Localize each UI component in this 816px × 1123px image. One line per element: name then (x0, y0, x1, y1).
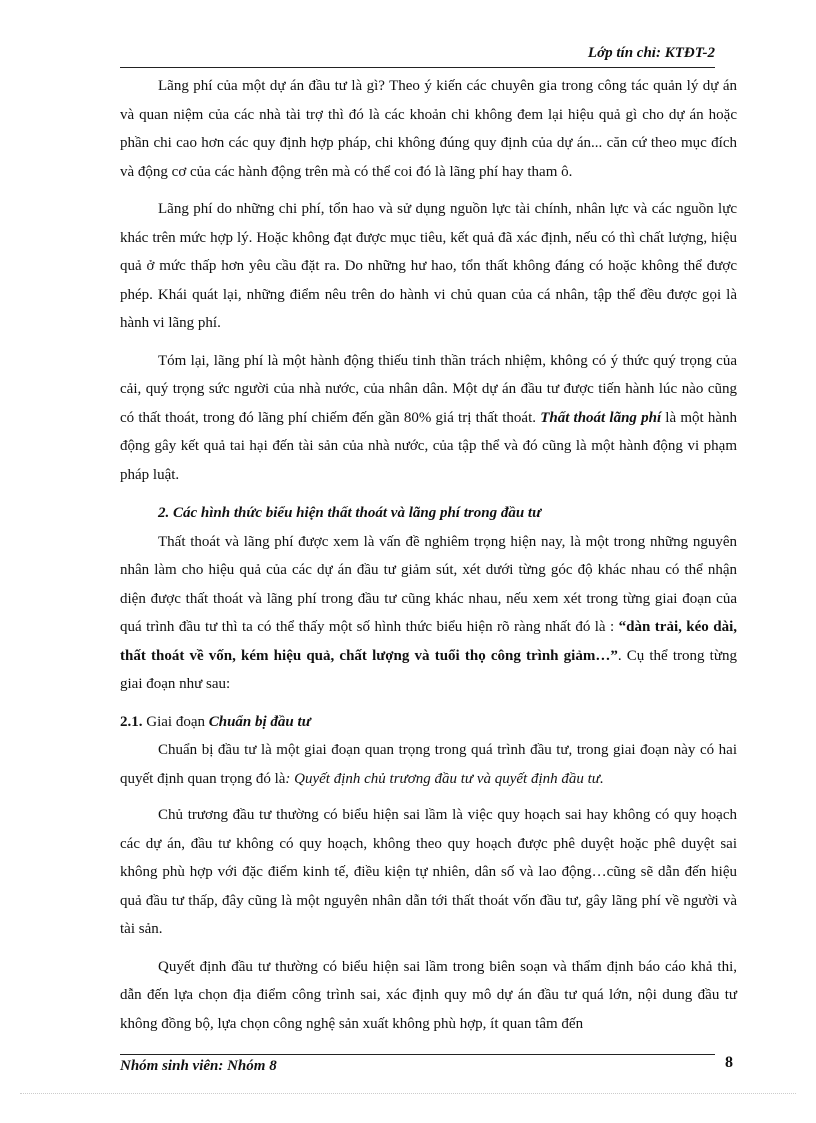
summary-text-a: Tóm lại, lãng phí là một hành động thiếu tinh thần trách nhiệm, không có ý thức quý trọng của cải, quý trọng sức người của nhà nước, của nhân dân. Một dự án đầu tư được tiến hành lúc nào cũng có thất thoát, trong đó lãng phí chiếm đến gần 80% giá trị thất thoát. (120, 352, 737, 426)
forms-quote: “dàn trải, kéo dài, thất thoát về vốn, kém hiệu quả, chất lượng và tuổi thọ công trình giảm…” (120, 619, 738, 664)
paragraph-investment-decision: Quyết định đầu tư thường có biểu hiện sai lầm trong biên soạn và thẩm định báo cáo khả thi, dẫn đến lựa chọn địa điểm công trình sai, xác định quy mô dự án đầu tư quá lớn, nội dung đầu tư không đồng bộ, lựa chọn công nghệ sản xuất không phù hợp, ít quan tâm đến (120, 958, 737, 1032)
subsection-text: Giai đoạn (142, 713, 209, 730)
subsection-number: 2.1. (120, 713, 143, 730)
paragraph-preparation (120, 736, 737, 793)
section-heading-2: 2. Các hình thức biểu hiện thất thoát và lãng phí trong đầu tư (158, 505, 542, 521)
page-number: 8 (725, 1054, 733, 1071)
subsection-heading-2-1 (120, 708, 737, 737)
preparation-text-a: Chuẩn bị đầu tư là một giai đoạn quan trọng trong quá trình đầu tư, trong giai đoạn này có hai quyết định quan trọng đó là (120, 742, 737, 787)
summary-text-c: là một hành động gây kết quả tai hại đến tài sản của nhà nước, của tập thể và đó cũng là một hành động vi phạm pháp luật. (120, 409, 737, 483)
footer-group-label: Nhóm sinh viên: Nhóm 8 (120, 1058, 277, 1074)
paragraph-forms (120, 528, 737, 699)
forms-text-c: . Cụ thể trong từng giai đoạn như sau: (120, 647, 737, 692)
paragraph-waste-causes: Lãng phí do những chi phí, tổn hao và sử dụng nguồn lực tài chính, nhân lực và các nguồn lực khác trên mức hợp lý. Hoặc không đạt được mục tiêu, kết quả đã xác định, nếu có thì chất lượng, hiệu quả ở mức thấp hơn yêu cầu đặt ra. Do những hư hao, tổn thất không đáng có hoặc không thể được phép. Khái quát lại, những điểm nêu trên do hành vi chủ quan của cá nhân, tập thể đều được gọi là hành vi lãng phí. (120, 201, 737, 331)
paragraph-summary (120, 347, 737, 490)
preparation-italic: : Quyết định chủ trương đầu tư và quyết định đầu tư. (285, 770, 604, 787)
page-bottom-dotted-rule (20, 1093, 796, 1094)
summary-emphasis: Thất thoát lãng phí (540, 409, 662, 426)
page-header-class: Lớp tín chỉ: KTĐT-2 (587, 45, 715, 61)
forms-text-a: Thất thoát và lãng phí được xem là vấn đề nghiêm trọng hiện nay, là một trong những nguyên nhân làm cho hiệu quả của các dự án đầu tư giảm sút, xét dưới từng góc độ khác nhau có thể nhận diện được thất thoát và lãng phí trong đầu tư cũng khác nhau, nếu xem xét trong từng giai đoạn của quá trình đầu tư thì ta có thể thấy một số hình thức biểu hiện rõ ràng nhất đó là : (120, 533, 737, 635)
paragraph-investment-policy: Chủ trương đầu tư thường có biểu hiện sai lầm là việc quy hoạch sai hay không có quy hoạch các dự án, đầu tư không có quy hoạch, không theo quy hoạch được phê duyệt hoặc phê duyệt sai không phù hợp với đặc điểm kinh tế, điều kiện tự nhiên, dân số và lao động…cũng sẽ dẫn đến hiệu quả đầu tư thấp, đây cũng là một nguyên nhân dẫn tới thất thoát vốn đầu tư, gây lãng phí về người và tài sản. (120, 807, 737, 937)
subsection-title: Chuẩn bị đầu tư (208, 713, 311, 730)
paragraph-waste-definition: Lãng phí của một dự án đầu tư là gì? Theo ý kiến các chuyên gia trong công tác quản lý dự án và quan niệm của các nhà tài trợ thì đó là các khoản chi không đem lại hiệu quả gì cho dự án hoặc phần chi cao hơn các quy định hợp pháp, chi không đúng quy định của dự án... căn cứ theo mục đích và động cơ của các hành động trên mà có thể coi đó là lãng phí hay tham ô. (120, 78, 737, 180)
header-divider (120, 67, 715, 68)
page-body (120, 72, 737, 1047)
footer-divider (120, 1054, 715, 1055)
